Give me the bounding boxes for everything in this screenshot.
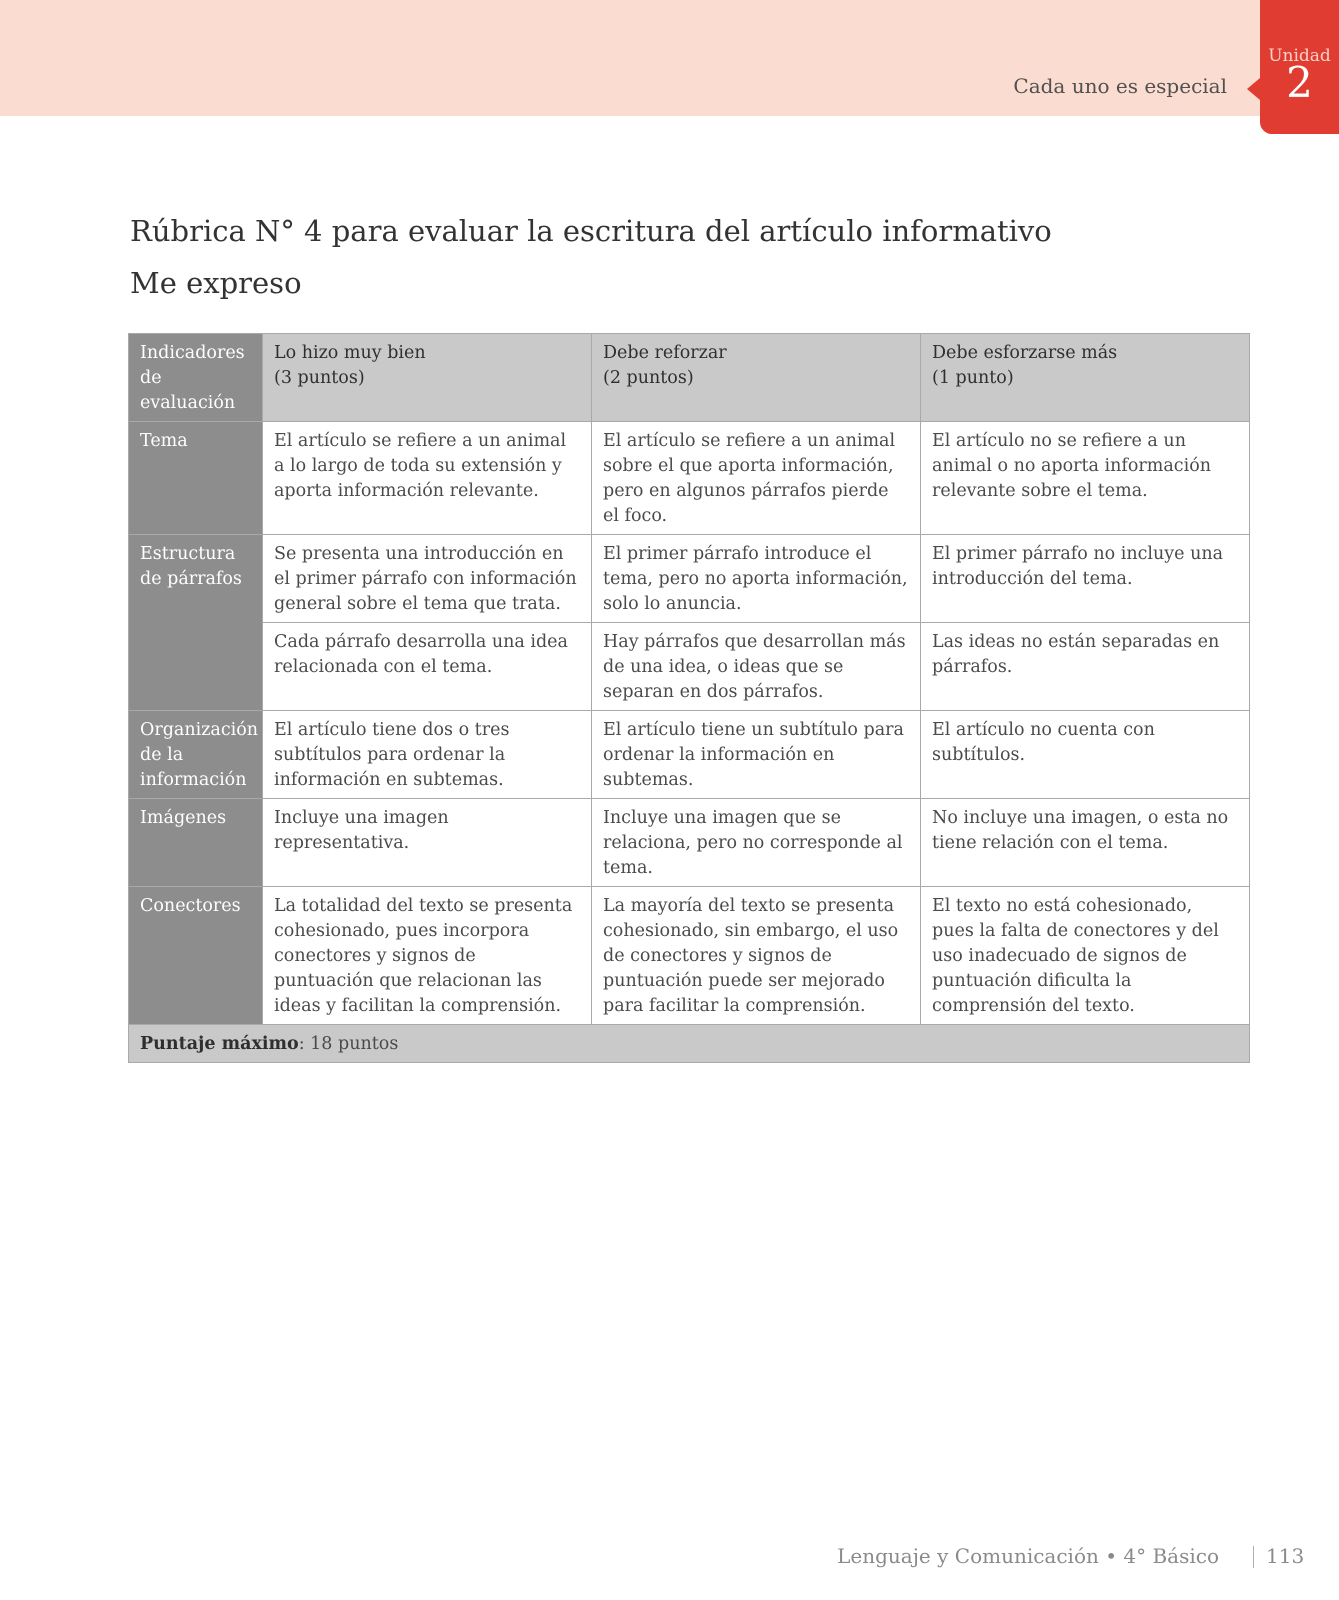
table-cell: Incluye una imagen que se relaciona, pero no corresponde al tema. <box>592 799 921 887</box>
unit-tab-notch <box>1247 78 1260 100</box>
header-level-1 <box>263 334 592 422</box>
header-indicator: Indicadores de evaluación <box>129 334 263 422</box>
header-band <box>0 0 1339 116</box>
header-level-1-points: (3 puntos) <box>274 368 365 388</box>
table-cell: Hay párrafos que desarrollan más de una idea, o ideas que se separan en dos párrafos. <box>592 623 921 711</box>
table-cell: No incluye una imagen, o esta no tiene relación con el tema. <box>921 799 1250 887</box>
row-indicator-estructura: Estructura de párrafos <box>129 535 263 711</box>
header-level-2 <box>592 334 921 422</box>
table-cell: El primer párrafo no incluye una introducción del tema. <box>921 535 1250 623</box>
header-level-2-points: (2 puntos) <box>603 368 694 388</box>
header-level-1-name: Lo hizo muy bien <box>274 343 426 363</box>
rubric-subtitle: Me expreso <box>130 266 302 300</box>
table-cell: Cada párrafo desarrolla una idea relacionada con el tema. <box>263 623 592 711</box>
table-cell: El artículo tiene dos o tres subtítulos para ordenar la información en subtemas. <box>263 711 592 799</box>
table-cell: La mayoría del texto se presenta cohesionado, sin embargo, el uso de conectores y signos de puntuación puede ser mejorado para facilitar la comprensión. <box>592 887 921 1025</box>
table-cell: La totalidad del texto se presenta cohesionado, pues incorpora conectores y signos de puntuación que relacionan las ideas y facilitan la comprensión. <box>263 887 592 1025</box>
unit-number: 2 <box>1286 58 1313 107</box>
table-cell: Las ideas no están separadas en párrafos. <box>921 623 1250 711</box>
table-row <box>129 422 1250 535</box>
book-title: Lenguaje y Comunicación • 4° Básico <box>837 1544 1219 1568</box>
rubric-header-row <box>129 334 1250 422</box>
table-cell: El artículo se refiere a un animal sobre el que aporta información, pero en algunos párrafos pierde el foco. <box>592 422 921 535</box>
table-cell: El artículo no cuenta con subtítulos. <box>921 711 1250 799</box>
table-cell: Se presenta una introducción en el primer párrafo con información general sobre el tema que trata. <box>263 535 592 623</box>
table-row <box>129 535 1250 623</box>
header-level-3 <box>921 334 1250 422</box>
unit-label: Unidad <box>1268 46 1331 66</box>
table-row <box>129 623 1250 711</box>
max-score-value: : 18 puntos <box>298 1034 399 1054</box>
header-level-2-name: Debe reforzar <box>603 343 727 363</box>
header-level-3-name: Debe esforzarse más <box>932 343 1118 363</box>
unit-tab <box>1260 0 1339 134</box>
table-cell: El artículo se refiere a un animal a lo largo de toda su extensión y aporta información relevante. <box>263 422 592 535</box>
max-score-label: Puntaje máximo <box>140 1034 299 1054</box>
table-cell: Incluye una imagen representativa. <box>263 799 592 887</box>
table-cell: El artículo no se refiere a un animal o no aporta información relevante sobre el tema. <box>921 422 1250 535</box>
chapter-title: Cada uno es especial <box>1013 74 1227 98</box>
max-score <box>129 1025 1250 1063</box>
row-indicator-tema: Tema <box>129 422 263 535</box>
row-indicator-conectores: Conectores <box>129 887 263 1025</box>
row-indicator-organizacion: Organización de la información <box>129 711 263 799</box>
table-row <box>129 799 1250 887</box>
rubric-table <box>128 333 1250 1063</box>
table-row <box>129 887 1250 1025</box>
rubric-footer-row <box>129 1025 1250 1063</box>
table-cell: El primer párrafo introduce el tema, pero no aporta información, solo lo anuncia. <box>592 535 921 623</box>
row-indicator-imagenes: Imágenes <box>129 799 263 887</box>
page-number: 113 <box>1266 1544 1305 1568</box>
table-cell: El artículo tiene un subtítulo para ordenar la información en subtemas. <box>592 711 921 799</box>
header-level-3-points: (1 punto) <box>932 368 1014 388</box>
footer-divider <box>1253 1546 1254 1568</box>
table-row <box>129 711 1250 799</box>
rubric-title: Rúbrica N° 4 para evaluar la escritura del artículo informativo <box>130 214 1052 248</box>
table-cell: El texto no está cohesionado, pues la falta de conectores y del uso inadecuado de signos de puntuación dificulta la comprensión del texto. <box>921 887 1250 1025</box>
